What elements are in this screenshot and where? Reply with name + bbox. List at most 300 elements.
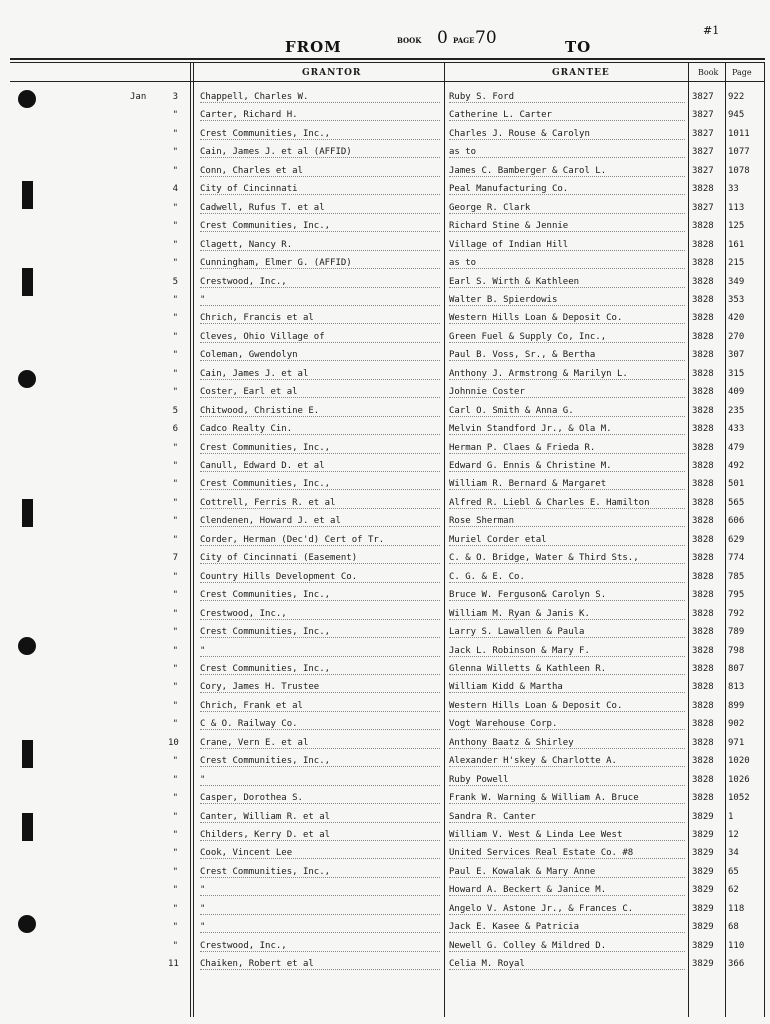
entry-day: " [172,165,178,176]
page-column-header: Page [732,68,752,77]
entry-grantee: Muriel Corder etal [449,534,547,545]
entry-grantee: Anthony J. Armstrong & Marilyn L. [449,368,628,379]
table-row [0,440,770,458]
table-row [0,827,770,845]
entry-grantor: Crest Communities, Inc., [200,627,331,638]
entry-page: 1078 [728,165,750,176]
table-row [0,753,770,771]
entry-grantee: Green Fuel & Supply Co, Inc., [449,331,607,342]
binder-bar-mark [22,268,33,296]
entry-book: 3827 [692,110,714,121]
sheet-number: #1 [703,24,720,37]
entry-grantor: Childers, Kerry D. et al [200,830,331,840]
grantor-leader-line [200,526,440,527]
entry-day: " [172,258,178,269]
entry-grantor: Crane, Vern E. et al [200,737,309,748]
grantor-leader-line [200,471,440,472]
entry-page: 629 [728,534,745,545]
grantor-leader-line [200,360,440,361]
entry-grantor: Cory, James H. Trustee [200,682,320,693]
entry-grantee: Western Hills Loan & Deposit Co. [449,313,623,324]
entry-page: 492 [728,461,745,471]
grantee-leader-line [449,120,685,121]
entry-book: 3828 [692,387,714,398]
book-number: 0 [437,28,448,48]
entry-day: 5 [172,405,178,416]
grantor-leader-line [200,397,440,398]
entry-grantee: Bruce W. Ferguson& Carolyn S. [449,590,607,601]
entry-grantee: Ruby S. Ford [449,92,515,102]
entry-grantee: Angelo V. Astone Jr., & Frances C. [449,903,634,914]
page-number: 70 [475,28,497,48]
entry-book: 3828 [692,719,714,730]
entry-book: 3828 [692,184,714,195]
grantee-leader-line [449,858,685,859]
entry-day: " [172,903,178,914]
entry-grantor: Corder, Herman (Dec'd) Cert of Tr. [200,534,385,545]
entry-book: 3828 [692,571,714,582]
grantor-leader-line [200,434,440,435]
grantee-leader-line [449,176,685,177]
table-row [0,532,770,550]
entry-grantor: Cadwell, Rufus T. et al [200,202,325,213]
grantee-leader-line [449,840,685,841]
grantee-leader-line [449,231,685,232]
entry-grantor: Crest Communities, Inc., [200,221,331,232]
entry-book: 3827 [692,165,714,176]
table-row [0,772,770,790]
binder-bar-mark [22,740,33,768]
grantee-leader-line [449,416,685,417]
header-rule-bottom [10,81,765,82]
entry-page: 420 [728,313,745,324]
entry-grantee: Anthony Baatz & Shirley [449,737,574,748]
entry-book: 3827 [692,147,714,158]
entry-book: 3828 [692,424,714,435]
table-row [0,200,770,218]
table-row [0,698,770,716]
entry-grantor: Cook, Vincent Lee [200,848,293,859]
entry-book: 3828 [692,516,714,527]
entry-day: 4 [172,184,178,195]
entry-page: 785 [728,571,745,582]
entry-grantor: Cain, James J. et al (AFFID) [200,147,352,158]
entry-page: 501 [728,479,745,490]
entry-day: " [172,793,178,804]
table-row [0,329,770,347]
entry-book: 3827 [692,92,714,102]
entry-day: " [172,774,178,785]
entry-page: 807 [728,663,745,674]
entry-grantee: Howard A. Beckert & Janice M. [449,885,607,896]
entry-grantor: Crest Communities, Inc., [200,756,331,767]
entry-page: 1077 [728,147,750,158]
entry-page: 366 [728,959,745,970]
table-row [0,144,770,162]
grantor-leader-line [200,822,440,823]
grantee-leader-line [449,268,685,269]
binder-hole-mark [18,370,36,388]
entry-grantor: Crest Communities, Inc., [200,442,331,453]
entry-day: " [172,682,178,693]
entry-book: 3828 [692,350,714,361]
entry-page: 798 [728,645,745,656]
entry-day: " [172,461,178,471]
table-row [0,643,770,661]
entry-grantor: Chappell, Charles W. [200,92,309,102]
table-row [0,237,770,255]
entry-book: 3828 [692,737,714,748]
entry-book: 3828 [692,221,714,232]
entry-grantor: " [200,885,206,896]
grantor-leader-line [200,379,440,380]
entry-day: " [172,590,178,601]
entry-day: " [172,534,178,545]
grantee-leader-line [449,637,685,638]
entry-book: 3828 [692,461,714,471]
grantee-leader-line [449,397,685,398]
entry-grantor: Cunningham, Elmer G. (AFFID) [200,258,352,269]
grantee-leader-line [449,803,685,804]
grantee-leader-line [449,471,685,472]
entry-day: " [172,645,178,656]
entry-day: " [172,848,178,859]
entry-grantee: Alexander H'skey & Charlotte A. [449,756,617,767]
grantor-leader-line [200,453,440,454]
table-row [0,403,770,421]
entry-grantor: Cadco Realty Cin. [200,424,293,435]
entry-grantor: C & O. Railway Co. [200,719,298,730]
entry-grantor: Crest Communities, Inc., [200,663,331,674]
table-row [0,882,770,900]
grantor-leader-line [200,969,440,970]
entry-grantee: Johnnie Coster [449,387,525,398]
grantee-leader-line [449,674,685,675]
grantor-leader-line [200,416,440,417]
grantor-leader-line [200,711,440,712]
entry-page: 902 [728,719,745,730]
entry-book: 3828 [692,590,714,601]
entry-book: 3829 [692,903,714,914]
entry-book: 3828 [692,276,714,287]
entry-page: 315 [728,368,745,379]
entry-day: " [172,128,178,139]
entry-grantee: as to [449,147,477,158]
entry-book: 3828 [692,756,714,767]
entry-grantor: Crest Communities, Inc., [200,479,331,490]
entry-day: " [172,866,178,877]
entry-grantee: Celia M. Royal [449,959,525,970]
entry-day: " [172,387,178,398]
entry-grantor: Carter, Richard H. [200,110,298,121]
entry-grantor: Crest Communities, Inc., [200,866,331,877]
entry-page: 113 [728,202,745,213]
grantor-leader-line [200,600,440,601]
entry-book: 3828 [692,663,714,674]
entry-grantor: Canull, Edward D. et al [200,461,325,471]
entry-grantor: Cottrell, Ferris R. et al [200,497,336,508]
table-row [0,938,770,956]
grantee-leader-line [449,545,685,546]
entry-page: 33 [728,184,739,195]
entry-grantee: Glenna Willetts & Kathleen R. [449,663,607,674]
entry-book: 3828 [692,793,714,804]
entry-grantee: Earl S. Wirth & Kathleen [449,276,580,287]
entry-grantee: Edward G. Ennis & Christine M. [449,461,612,471]
entry-grantee: William M. Ryan & Janis K. [449,608,590,619]
entry-day: " [172,239,178,250]
entry-book: 3828 [692,239,714,250]
table-row [0,661,770,679]
entry-day: " [172,719,178,730]
grantor-leader-line [200,342,440,343]
entry-grantee: United Services Real Estate Co. #8 [449,848,634,859]
entry-grantee: as to [449,258,477,269]
entry-page: 235 [728,405,745,416]
grantee-leader-line [449,729,685,730]
grantee-leader-line [449,766,685,767]
grantor-leader-line [200,582,440,583]
grantee-leader-line [449,102,685,103]
entry-book: 3829 [692,885,714,896]
entry-page: 353 [728,294,745,305]
entry-book: 3828 [692,645,714,656]
binder-hole-mark [18,915,36,933]
grantor-leader-line [200,323,440,324]
entry-day: " [172,756,178,767]
entry-book: 3829 [692,940,714,951]
grantor-leader-line [200,858,440,859]
grantor-leader-line [200,637,440,638]
binder-bar-mark [22,813,33,841]
entry-grantee: Richard Stine & Jennie [449,221,569,232]
table-row [0,495,770,513]
entry-book: 3829 [692,848,714,859]
grantor-leader-line [200,877,440,878]
entry-grantor: " [200,294,206,305]
entry-book: 3829 [692,811,714,822]
entry-page: 795 [728,590,745,601]
grantor-leader-line [200,674,440,675]
entry-page: 813 [728,682,745,693]
entry-day: " [172,479,178,490]
table-row [0,292,770,310]
entry-grantee: Newell G. Colley & Mildred D. [449,940,607,951]
grantee-column-header: GRANTEE [552,68,610,78]
entry-book: 3828 [692,442,714,453]
grantor-leader-line [200,213,440,214]
table-row [0,181,770,199]
table-row [0,476,770,494]
table-row [0,809,770,827]
grantor-leader-line [200,840,440,841]
grantee-leader-line [449,453,685,454]
entry-page: 899 [728,700,745,711]
grantee-leader-line [449,711,685,712]
entry-day: " [172,221,178,232]
table-row [0,458,770,476]
entry-book: 3828 [692,608,714,619]
entry-day: " [172,516,178,527]
grantor-leader-line [200,748,440,749]
entry-grantor: Country Hills Development Co. [200,571,358,582]
grantor-column-header: GRANTOR [302,68,362,78]
grantor-leader-line [200,729,440,730]
entry-book: 3827 [692,128,714,139]
table-row [0,606,770,624]
from-heading: FROM [285,38,342,56]
table-row [0,163,770,181]
table-row [0,901,770,919]
grantee-leader-line [449,969,685,970]
entry-page: 12 [728,830,739,840]
entry-grantor: Chitwood, Christine E. [200,405,320,416]
entry-grantor: Chrich, Francis et al [200,313,314,324]
entry-day: " [172,571,178,582]
entry-grantee: William Kidd & Martha [449,682,563,693]
grantor-leader-line [200,545,440,546]
entry-page: 565 [728,497,745,508]
entry-book: 3827 [692,202,714,213]
grantor-leader-line [200,250,440,251]
header-rule-second [10,62,765,63]
table-row [0,679,770,697]
entry-day: " [172,110,178,121]
table-row [0,550,770,568]
entry-month: Jan [130,92,147,102]
entry-page: 215 [728,258,745,269]
entry-day: " [172,663,178,674]
entry-day: " [172,202,178,213]
entry-grantor: Crestwood, Inc., [200,276,287,287]
entry-day: " [172,294,178,305]
grantor-leader-line [200,102,440,103]
entry-grantee: C. & O. Bridge, Water & Third Sts., [449,553,639,564]
entry-grantee: Rose Sherman [449,516,515,527]
grantee-leader-line [449,194,685,195]
entry-day: " [172,497,178,508]
entry-grantor: Crestwood, Inc., [200,608,287,619]
entry-page: 68 [728,922,739,933]
entry-page: 606 [728,516,745,527]
entry-page: 1026 [728,774,750,785]
table-row [0,587,770,605]
entry-grantor: Crest Communities, Inc., [200,590,331,601]
grantor-leader-line [200,563,440,564]
table-row [0,107,770,125]
binder-bar-mark [22,499,33,527]
entry-book: 3828 [692,534,714,545]
entry-book: 3828 [692,479,714,490]
entry-grantor: Crest Communities, Inc., [200,128,331,139]
entry-book: 3828 [692,258,714,269]
entry-page: 922 [728,92,745,102]
entry-grantor: " [200,903,206,914]
table-row [0,126,770,144]
grantor-leader-line [200,508,440,509]
entry-grantee: Frank W. Warning & William A. Bruce [449,793,639,804]
entry-grantee: Jack E. Kasee & Patricia [449,922,580,933]
entry-book: 3828 [692,294,714,305]
table-row [0,956,770,974]
entry-book: 3828 [692,700,714,711]
grantee-leader-line [449,323,685,324]
entry-day: " [172,940,178,951]
entry-page: 307 [728,350,745,361]
entry-grantor: Clagett, Nancy R. [200,239,293,250]
grantee-leader-line [449,342,685,343]
entry-grantor: " [200,645,206,656]
entry-page: 409 [728,387,745,398]
grantor-leader-line [200,139,440,140]
entry-book: 3828 [692,405,714,416]
entry-grantee: Vogt Warehouse Corp. [449,719,558,730]
entry-page: 945 [728,110,745,121]
entry-grantor: Conn, Charles et al [200,165,303,176]
entry-page: 479 [728,442,745,453]
table-row [0,255,770,273]
entry-page: 270 [728,331,745,342]
grantor-leader-line [200,194,440,195]
entry-grantor: Casper, Dorothea S. [200,793,303,804]
entry-page: 110 [728,940,745,951]
table-row [0,716,770,734]
grantor-leader-line [200,951,440,952]
entry-book: 3828 [692,553,714,564]
entry-grantee: Jack L. Robinson & Mary F. [449,645,590,656]
entry-day: " [172,147,178,158]
table-row [0,310,770,328]
entry-page: 1 [728,811,734,822]
table-row [0,384,770,402]
entry-grantee: James C. Bamberger & Carol L. [449,165,607,176]
entry-day: " [172,313,178,324]
grantee-leader-line [449,692,685,693]
entry-page: 349 [728,276,745,287]
entry-grantee: George R. Clark [449,202,531,213]
grantee-leader-line [449,508,685,509]
entry-page: 971 [728,737,745,748]
table-row [0,624,770,642]
entry-page: 1011 [728,128,750,139]
entry-grantee: Alfred R. Liebl & Charles E. Hamilton [449,497,650,508]
entry-page: 34 [728,848,739,859]
entry-day: " [172,700,178,711]
table-row [0,421,770,439]
grantor-leader-line [200,692,440,693]
table-row [0,366,770,384]
grantor-leader-line [200,268,440,269]
entry-grantor: Clendenen, Howard J. et al [200,516,341,527]
grantee-leader-line [449,656,685,657]
page-label: PAGE [453,36,475,45]
header-rule-top [10,58,765,60]
entry-grantee: Sandra R. Canter [449,811,536,822]
entry-grantor: Crestwood, Inc., [200,940,287,951]
grantee-leader-line [449,951,685,952]
entry-grantor: Canter, William R. et al [200,811,331,822]
grantee-leader-line [449,434,685,435]
entry-book: 3829 [692,922,714,933]
entry-grantee: William R. Bernard & Margaret [449,479,607,490]
entry-day: " [172,627,178,638]
grantee-leader-line [449,563,685,564]
entry-day: " [172,830,178,840]
entry-page: 774 [728,553,745,564]
entry-page: 161 [728,239,745,250]
entry-book: 3828 [692,682,714,693]
grantee-leader-line [449,582,685,583]
